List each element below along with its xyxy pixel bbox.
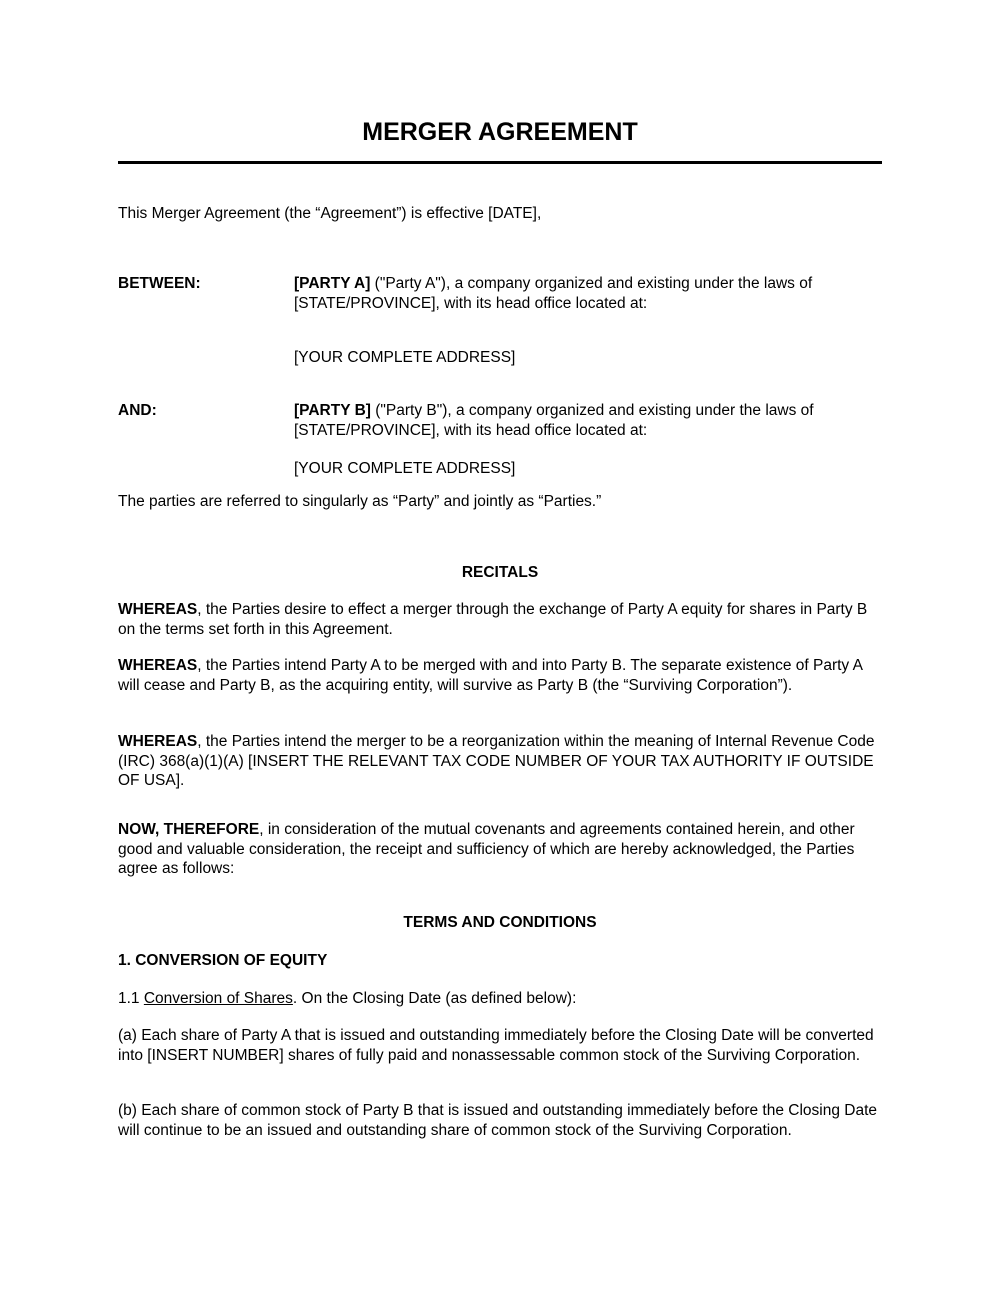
whereas-paragraph-3 [118,732,882,791]
and-label: AND: [118,402,157,419]
now-therefore-text: , in consideration of the mutual covenants and agreements contained herein, and other good and valuable consideration, the receipt and sufficiency of which are hereby acknowledged, the Parties agree as follows: [118,821,855,877]
intro-paragraph: This Merger Agreement (the “Agreement”) is effective [DATE], [118,205,542,222]
party-a-description [294,274,884,313]
whereas-label: WHEREAS [118,601,198,618]
whereas-paragraph-2 [118,656,882,695]
clause-1-1-title: Conversion of Shares [143,990,293,1007]
party-b-description [294,401,884,440]
whereas-text-2: , the Parties intend Party A to be merged with and into Party B. The separate existence of Party A will cease and Party B, as the acquiring entity, will survive as Party B (the “Surviving Corporation”). [118,657,863,694]
party-a-text: ("Party A"), a company organized and existing under the laws of [STATE/PROVINCE], with its head office located at: [294,275,813,312]
whereas-paragraph-1 [118,600,882,639]
whereas-text-3: , the Parties intend the merger to be a reorganization within the meaning of Internal Revenue Code (IRC) 368(a)(1)(A) [INSERT THE RELEVANT TAX CODE NUMBER OF YOUR TAX AUTHORITY IF OUTSIDE OF USA]. [118,733,875,789]
clause-1-1-text: . On the Closing Date (as defined below): [292,990,577,1007]
now-therefore-label: NOW, THEREFORE [118,821,260,838]
title-divider [118,161,882,164]
between-label: BETWEEN: [118,275,201,292]
clause-1-1-number: 1.1 [118,990,144,1007]
recitals-heading: RECITALS [461,564,539,581]
section-1-heading: 1. CONVERSION OF EQUITY [118,952,328,969]
clause-a: (a) Each share of Party A that is issued and outstanding immediately before the Closing Date will be converted into [INSERT NUMBER] shares of fully paid and nonassessable common stock of the Surviving Corporation. [118,1027,874,1064]
clause-b: (b) Each share of common stock of Party B that is issued and outstanding immediately before the Closing Date will continue to be an issued and outstanding share of common stock of the Surviving Corporation. [118,1102,878,1139]
whereas-label: WHEREAS [118,733,198,750]
party-a-address: [YOUR COMPLETE ADDRESS] [294,349,516,366]
party-a-name: [PARTY A] [294,275,371,292]
party-b-address: [YOUR COMPLETE ADDRESS] [294,460,516,477]
party-b-name: [PARTY B] [294,402,371,419]
whereas-text-1: , the Parties desire to effect a merger through the exchange of Party A equity for shares in Party B on the terms set forth in this Agreement. [118,601,868,638]
terms-heading: TERMS AND CONDITIONS [403,914,597,931]
whereas-label: WHEREAS [118,657,198,674]
document-title: MERGER AGREEMENT [362,118,638,146]
now-therefore-paragraph [118,820,882,879]
clause-1-1 [118,989,882,1009]
parties-reference: The parties are referred to singularly as “Party” and jointly as “Parties.” [118,493,602,510]
party-b-text: ("Party B"), a company organized and existing under the laws of [STATE/PROVINCE], with its head office located at: [294,402,814,439]
